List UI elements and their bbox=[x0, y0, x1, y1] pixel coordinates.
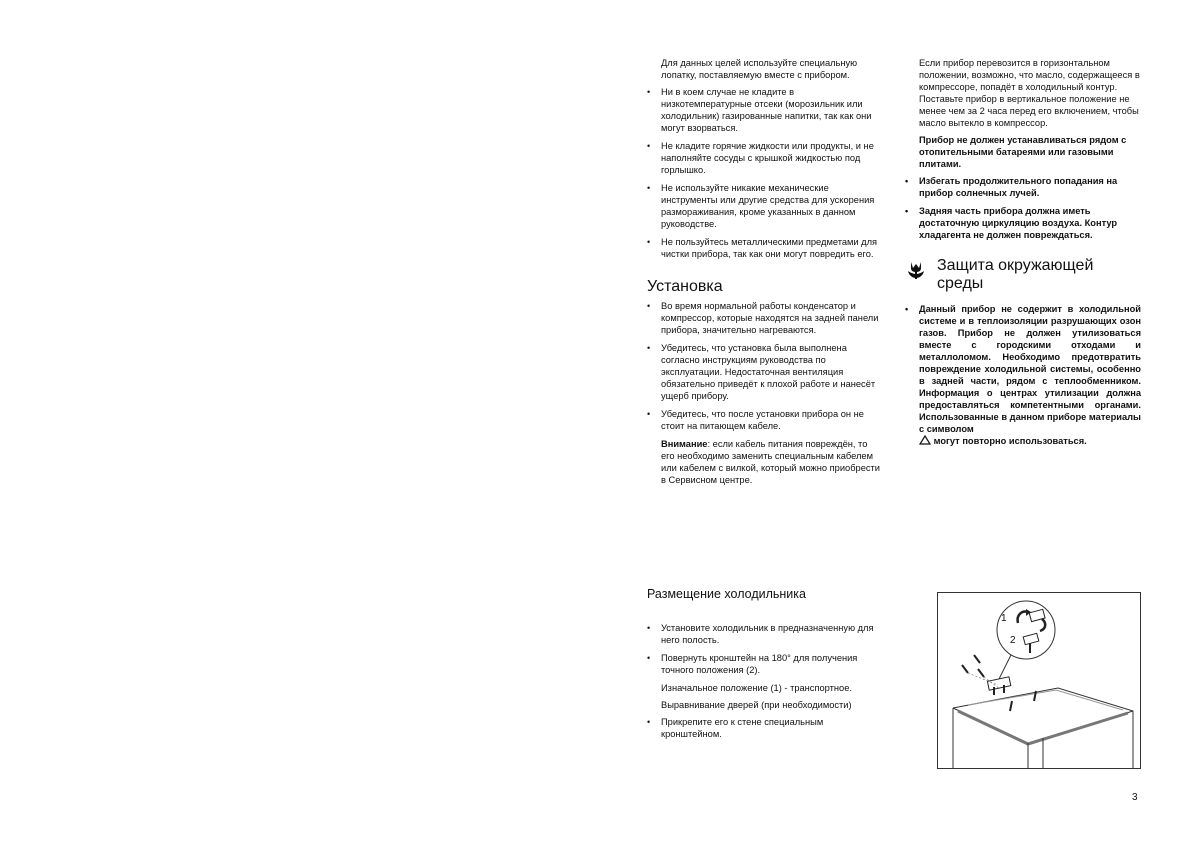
list-item: • Ни в коем случае не кладите в низкотемпературные отсеки (морозильник или холодильник) газированные напитки, так как они могут взорваться. bbox=[647, 86, 881, 134]
recycle-icon bbox=[919, 436, 934, 446]
warning-note bbox=[647, 438, 881, 486]
list-item: • Убедитесь, что после установки прибора он не стоит на питающем кабеле. bbox=[647, 408, 881, 432]
list-item: • Во время нормальной работы конденсатор и компрессор, которые находятся на задней панели прибора, значительно нагреваются. bbox=[647, 300, 881, 336]
environment-text: Данный прибор не содержит в холодильной системе и в теплоизоляции разрушающих озон газов. Прибор не должен утилизоваться вместе с городскими отходами и металлоломом. Необходимо предотвратить повреждение холодильной системы, особенно в задней части, рядом с теплообменником. Информация о центрах утилизации должна предоставляться компетентными органами. Использованные в данном приборе материалы с символом bbox=[919, 304, 1141, 434]
transport-position-text: Изначальное положение (1) - транспортное. bbox=[661, 683, 852, 693]
list-item: • Установите холодильник в предназначенную для него полость. bbox=[647, 622, 883, 646]
installation-heading: Установка bbox=[647, 278, 723, 295]
list-item: • Избегать продолжительного попадания на прибор солнечных лучей. bbox=[905, 175, 1141, 199]
list-item: • Повернуть кронштейн на 180° для получения точного положения (2). bbox=[647, 652, 883, 676]
door-alignment-text: Выравнивание дверей (при необходимости) bbox=[661, 700, 852, 710]
page-number: 3 bbox=[1132, 792, 1138, 803]
list-item: • Прикрепите его к стене специальным кронштейном. bbox=[647, 716, 883, 740]
list-item: • Задняя часть прибора должна иметь достаточную циркуляцию воздуха. Контур хладагента не должен повреждаться. bbox=[905, 205, 1141, 241]
placement-heading: Размещение холодильника bbox=[647, 587, 806, 601]
list-item: • Не используйте никакие механические инструменты или другие средства для ускорения размораживания, кроме указанных в данном руководстве. bbox=[647, 182, 881, 230]
fridge-diagram bbox=[938, 593, 1140, 768]
bracket-illustration bbox=[937, 592, 1141, 769]
intro-text: Для данных целей используйте специальную лопатку, поставляемую вместе с прибором. bbox=[661, 58, 858, 80]
heating-warning: Прибор не должен устанавливаться рядом с отопительными батареями или газовыми плитами. bbox=[919, 135, 1127, 169]
list-item bbox=[905, 303, 1141, 447]
list-item: • Не кладите горячие жидкости или продукты, и не наполняйте сосуды с крышкой жидкостью под горлышко. bbox=[647, 140, 881, 176]
flower-icon bbox=[905, 257, 931, 284]
warning-label: Внимание bbox=[661, 439, 708, 449]
environment-heading bbox=[937, 257, 1093, 293]
placement-list bbox=[647, 622, 883, 676]
list-item: • Убедитесь, что установка была выполнена согласно инструкциям руководства по эксплуатации. Недостаточная вентиляция обязательно приведёт к плохой работе и нанесёт ущерб прибору. bbox=[647, 342, 881, 402]
placement-list-2 bbox=[647, 716, 883, 740]
column-right bbox=[905, 57, 1141, 453]
environment-text-end: могут повторно использоваться. bbox=[933, 436, 1087, 446]
environment-heading-line1: Защита окружающей bbox=[937, 257, 1094, 274]
column-left bbox=[647, 57, 881, 491]
warning-text: : если кабель питания повреждён, то его необходимо заменить специальным кабелем или кабелем с вилкой, который можно приобрести в Сервисном центре. bbox=[661, 439, 880, 485]
placement-section bbox=[647, 588, 883, 746]
installation-list bbox=[647, 300, 881, 432]
transport-text: Если прибор перевозится в горизонтальном положении, возможно, что масло, содержащееся в компрессоре, попадёт в холодильный контур. Поставьте прибор в вертикальное положение не менее чем за 2 часа перед его включением, чтобы масло вытекло в компрессор. bbox=[919, 58, 1140, 128]
safety-list bbox=[647, 86, 881, 260]
placement-warnings bbox=[905, 175, 1141, 241]
label-position-1: 1 bbox=[1001, 613, 1007, 624]
environment-heading-line2: среды bbox=[937, 275, 984, 292]
environment-heading-block bbox=[905, 257, 1141, 293]
list-item: • Не пользуйтесь металлическими предметами для чистки прибора, так как они могут повредить его. bbox=[647, 236, 881, 260]
environment-list bbox=[905, 303, 1141, 447]
label-position-2: 2 bbox=[1010, 635, 1016, 646]
